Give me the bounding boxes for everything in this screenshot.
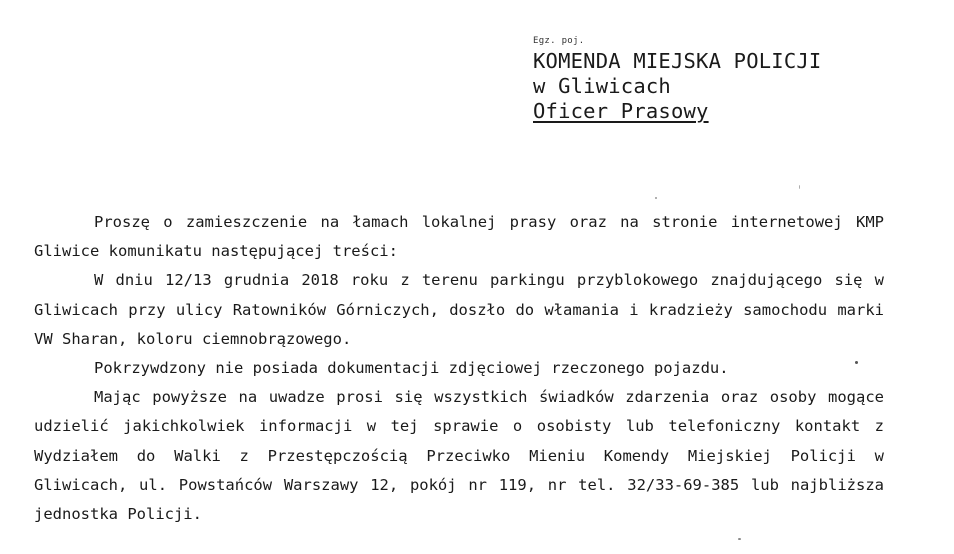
paragraph-appeal: Mając powyższe na uwadze prosi się wszystkich świadków zdarzenia oraz osoby mogące udzielić jakichkolwiek informacji w tej sprawie o osobisty lub telefoniczny kontakt z Wydziałem do Walki z Przestępczością Przeciwko Mieniu Komendy Miejskiej Policji w Gliwicach, ul. Powstańców Warszawy 12, pokój nr 119, nr tel. 32/33-69-385 lub najbliższa jednostka Policji. [34,388,884,524]
scan-speck [655,197,657,199]
letter-body [34,208,884,529]
institution-name: KOMENDA MIEJSKA POLICJI [533,49,822,73]
scan-speck [738,538,741,540]
scan-speck [855,361,858,364]
scan-speck [799,185,800,189]
department-title: Oficer Prasowy [533,99,709,123]
paragraph-request: Proszę o zamieszczenie na łamach lokalnej prasy oraz na stronie internetowej KMP Gliwice komunikatu następującej treści: [34,213,884,261]
institution-city: w Gliwicach [533,74,671,98]
paragraph-documentation: Pokrzywdzony nie posiada dokumentacji zdjęciowej rzeczonego pojazdu. [94,359,729,378]
copy-note: Egz. poj. [533,36,585,46]
letterhead [533,36,933,124]
paragraph-incident: W dniu 12/13 grudnia 2018 roku z terenu parkingu przyblokowego znajdującego się w Gliwicach przy ulicy Ratowników Górniczych, doszło do włamania i kradzieży samochodu marki VW Sharan, koloru ciemnobrązowego. [34,271,884,348]
